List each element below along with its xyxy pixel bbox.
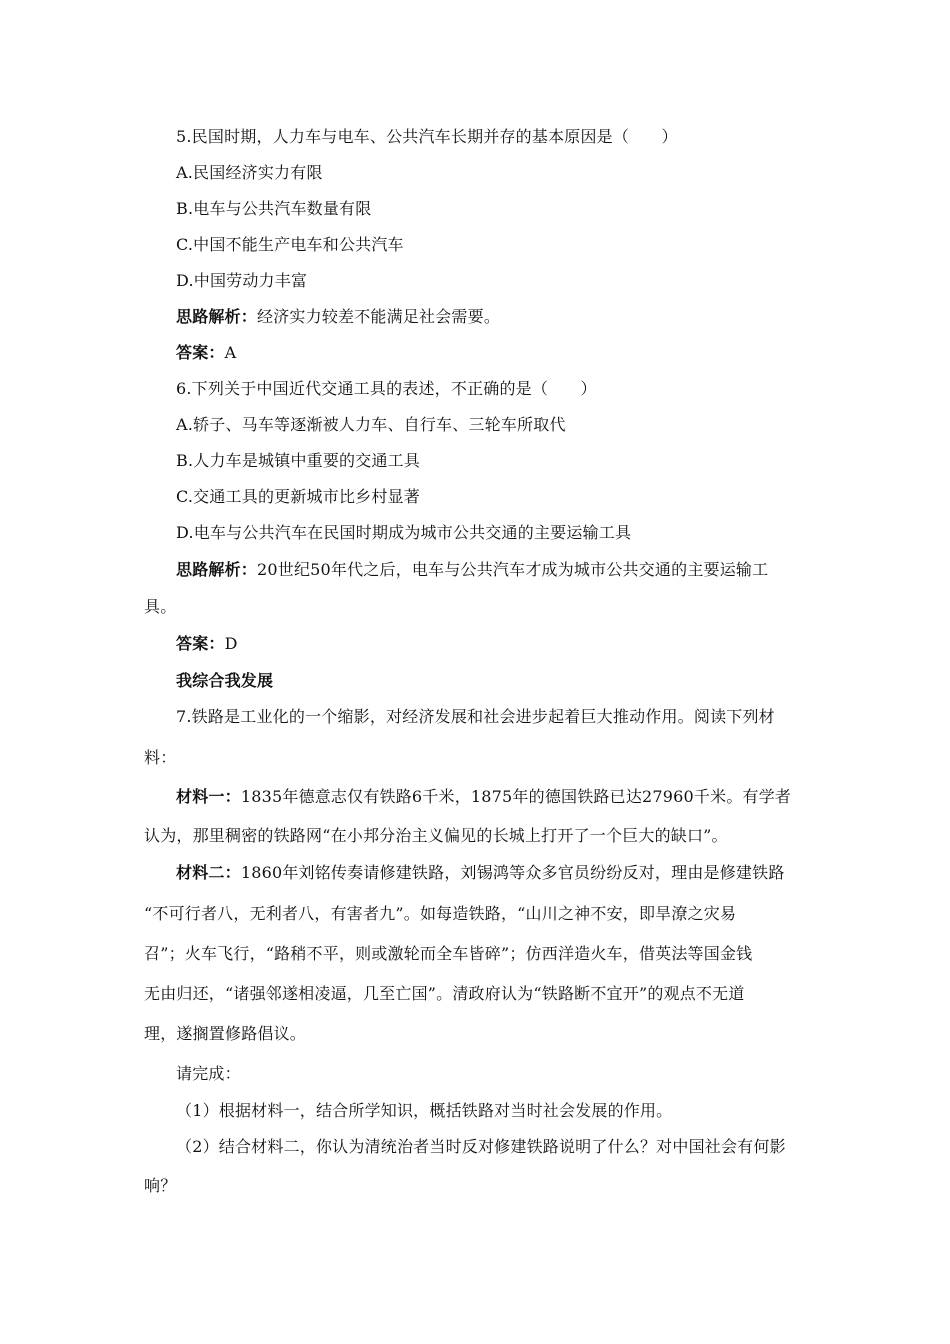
- q6-option-a: A.轿子、马车等逐渐被人力车、自行车、三轮车所取代: [176, 415, 566, 434]
- q5-answer-value: A: [224, 343, 237, 362]
- material-1-text-1: 1835年德意志仅有铁路6千米，1875年的德国铁路已达27960千米。有学者: [240, 787, 792, 806]
- q5-answer: [176, 342, 236, 364]
- q5-option-d: D.中国劳动力丰富: [176, 271, 308, 290]
- q5-option-c: C.中国不能生产电车和公共汽车: [176, 235, 404, 254]
- section-title: 我综合我发展: [176, 671, 274, 690]
- q7-subquestion-1: （1）根据材料一，结合所学知识，概括铁路对当时社会发展的作用。: [176, 1101, 673, 1120]
- q6-option-c: C.交通工具的更新城市比乡村显著: [176, 487, 420, 506]
- q6-analysis: [176, 559, 768, 581]
- q6-option-b: B.人力车是城镇中重要的交通工具: [176, 451, 421, 470]
- q5-analysis-label: 思路解析：: [176, 307, 258, 326]
- q6-analysis-text-1: 20世纪50年代之后，电车与公共汽车才成为城市公共交通的主要运输工: [257, 560, 769, 579]
- q5-option-b: B.电车与公共汽车数量有限: [176, 199, 372, 218]
- material-2-text-3: 召”；火车飞行，“路稍不平，则或激轮而全车皆碎”；仿西洋造火车，借英法等国金钱: [144, 944, 753, 963]
- material-2-text-4: 无由归还，“诸强邻遂相凌逼，几至亡国”。清政府认为“铁路断不宜开”的观点不无道: [144, 984, 745, 1003]
- q7-subquestion-2-line-1: （2）结合材料二，你认为清统治者当时反对修建铁路说明了什么？对中国社会有何影: [176, 1137, 786, 1156]
- q7-prompt: 请完成：: [176, 1064, 241, 1083]
- q7-subquestion-2-line-2: 响？: [144, 1176, 177, 1195]
- material-2-text-1: 1860年刘铭传奏请修建铁路，刘锡鸿等众多官员纷纷反对，理由是修建铁路: [240, 863, 785, 882]
- material-1-text-2: 认为，那里稠密的铁路网“在小邦分治主义偏见的长城上打开了一个巨大的缺口”。: [144, 826, 728, 845]
- q6-answer-value: D: [224, 634, 238, 653]
- material-1-label: 材料一：: [176, 787, 241, 806]
- q5-analysis-text: 经济实力较差不能满足社会需要。: [257, 307, 501, 326]
- material-2-text-2: “不可行者八，无利者八，有害者九”。如每造铁路，“山川之神不安，即旱潦之灾易: [144, 904, 737, 923]
- material-2-label: 材料二：: [176, 863, 241, 882]
- q7-material-1: [176, 786, 791, 808]
- q7-stem-1: 7.铁路是工业化的一个缩影，对经济发展和社会进步起着巨大推动作用。阅读下列材: [176, 707, 775, 726]
- q6-answer: [176, 633, 238, 655]
- q6-analysis-text-2: 具。: [144, 597, 177, 616]
- q5-answer-label: 答案：: [176, 343, 225, 362]
- q5-analysis: [176, 306, 500, 328]
- q5-option-a: A.民国经济实力有限: [176, 163, 323, 182]
- q5-stem: 5.民国时期，人力车与电车、公共汽车长期并存的基本原因是（ ）: [176, 127, 678, 146]
- material-2-text-5: 理，遂搁置修路倡议。: [144, 1024, 307, 1043]
- q6-option-d: D.电车与公共汽车在民国时期成为城市公共交通的主要运输工具: [176, 523, 632, 542]
- q6-stem: 6.下列关于中国近代交通工具的表述，不正确的是（ ）: [176, 379, 597, 398]
- q6-analysis-label: 思路解析：: [176, 560, 258, 579]
- q7-material-2: [176, 862, 785, 884]
- q6-answer-label: 答案：: [176, 634, 225, 653]
- q7-stem-2: 料：: [144, 748, 177, 767]
